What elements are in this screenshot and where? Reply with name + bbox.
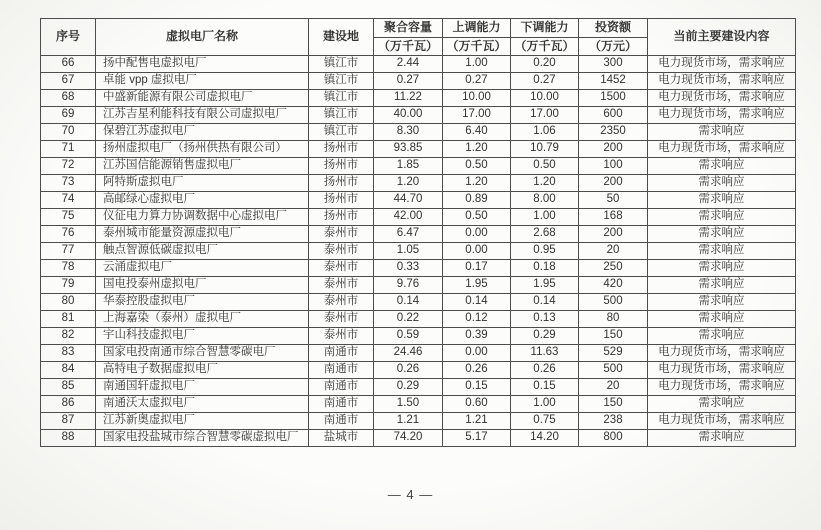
down-regulation: 0.13 — [511, 311, 579, 328]
plant-name: 仪征电力算力协调数据中心虚拟电厂 — [96, 209, 309, 226]
construction-content: 电力现货市场，需求响应 — [648, 362, 796, 379]
up-regulation: 1.21 — [443, 413, 511, 430]
plant-name: 泰州城市能量资源虚拟电厂 — [96, 226, 309, 243]
virtual-power-plant-table — [40, 18, 796, 447]
up-regulation: 17.00 — [443, 107, 511, 124]
up-regulation: 5.17 — [443, 430, 511, 447]
investment-amount: 200 — [579, 141, 648, 158]
investment-amount: 529 — [579, 345, 648, 362]
down-regulation: 0.29 — [511, 328, 579, 345]
plant-name: 江苏国信能源销售虚拟电厂 — [96, 158, 309, 175]
down-regulation: 1.00 — [511, 396, 579, 413]
up-regulation: 1.95 — [443, 277, 511, 294]
plant-name: 国家电投盐城市综合智慧零碳虚拟电厂 — [96, 430, 309, 447]
row-index: 69 — [41, 107, 96, 124]
aggregate-capacity: 1.50 — [374, 396, 443, 413]
construction-content: 需求响应 — [648, 277, 796, 294]
row-index: 75 — [41, 209, 96, 226]
aggregate-capacity: 1.05 — [374, 243, 443, 260]
plant-name: 宇山科技虚拟电厂 — [96, 328, 309, 345]
up-regulation: 0.89 — [443, 192, 511, 209]
location: 镇江市 — [309, 90, 374, 107]
row-index: 66 — [41, 56, 96, 73]
down-regulation: 11.63 — [511, 345, 579, 362]
down-regulation: 17.00 — [511, 107, 579, 124]
construction-content: 电力现货市场，需求响应 — [648, 345, 796, 362]
investment-amount: 100 — [579, 158, 648, 175]
row-index: 73 — [41, 175, 96, 192]
table-row — [41, 379, 796, 396]
row-index: 72 — [41, 158, 96, 175]
down-regulation: 1.00 — [511, 209, 579, 226]
aggregate-capacity: 40.00 — [374, 107, 443, 124]
up-regulation: 0.12 — [443, 311, 511, 328]
down-regulation: 1.95 — [511, 277, 579, 294]
plant-name: 触点智源低碳虚拟电厂 — [96, 243, 309, 260]
down-regulation: 10.00 — [511, 90, 579, 107]
row-index: 85 — [41, 379, 96, 396]
plant-name: 高邮绿心虚拟电厂 — [96, 192, 309, 209]
aggregate-capacity: 1.21 — [374, 413, 443, 430]
table-row — [41, 73, 796, 90]
row-index: 76 — [41, 226, 96, 243]
plant-name: 华泰控股虚拟电厂 — [96, 294, 309, 311]
plant-name: 云涌虚拟电厂 — [96, 260, 309, 277]
location: 扬州市 — [309, 192, 374, 209]
construction-content: 电力现货市场，需求响应 — [648, 141, 796, 158]
construction-content: 需求响应 — [648, 311, 796, 328]
header-up-capability: 上调能力 — [443, 19, 511, 38]
construction-content: 电力现货市场，需求响应 — [648, 107, 796, 124]
investment-amount: 420 — [579, 277, 648, 294]
down-regulation: 0.20 — [511, 56, 579, 73]
investment-amount: 300 — [579, 56, 648, 73]
construction-content: 需求响应 — [648, 294, 796, 311]
investment-amount: 20 — [579, 379, 648, 396]
investment-amount: 238 — [579, 413, 648, 430]
construction-content: 电力现货市场，需求响应 — [648, 73, 796, 90]
table-row — [41, 328, 796, 345]
header-up-unit: （万千瓦） — [443, 38, 511, 56]
header-investment-unit: （万元） — [579, 38, 648, 56]
down-regulation: 0.26 — [511, 362, 579, 379]
table-row — [41, 124, 796, 141]
location: 南通市 — [309, 413, 374, 430]
down-regulation: 2.68 — [511, 226, 579, 243]
investment-amount: 1452 — [579, 73, 648, 90]
investment-amount: 500 — [579, 362, 648, 379]
construction-content: 需求响应 — [648, 260, 796, 277]
header-investment: 投资额 — [579, 19, 648, 38]
plant-name: 南通国轩虚拟电厂 — [96, 379, 309, 396]
table-body — [41, 56, 796, 447]
table-row — [41, 192, 796, 209]
construction-content: 需求响应 — [648, 124, 796, 141]
aggregate-capacity: 0.33 — [374, 260, 443, 277]
header-capacity: 聚合容量 — [374, 19, 443, 38]
location: 南通市 — [309, 379, 374, 396]
aggregate-capacity: 11.22 — [374, 90, 443, 107]
investment-amount: 600 — [579, 107, 648, 124]
location: 南通市 — [309, 396, 374, 413]
aggregate-capacity: 0.22 — [374, 311, 443, 328]
investment-amount: 150 — [579, 396, 648, 413]
plant-name: 扬中配售电虚拟电厂 — [96, 56, 309, 73]
construction-content: 电力现货市场，需求响应 — [648, 56, 796, 73]
table-row — [41, 141, 796, 158]
construction-content: 需求响应 — [648, 158, 796, 175]
location: 泰州市 — [309, 328, 374, 345]
plant-name: 中盛新能源有限公司虚拟电厂 — [96, 90, 309, 107]
table-row — [41, 226, 796, 243]
investment-amount: 2350 — [579, 124, 648, 141]
down-regulation: 1.20 — [511, 175, 579, 192]
down-regulation: 14.20 — [511, 430, 579, 447]
table-row — [41, 362, 796, 379]
construction-content: 需求响应 — [648, 328, 796, 345]
row-index: 86 — [41, 396, 96, 413]
plant-name: 国家电投南通市综合智慧零碳电厂 — [96, 345, 309, 362]
plant-name: 南通沃太虚拟电厂 — [96, 396, 309, 413]
up-regulation: 6.40 — [443, 124, 511, 141]
investment-amount: 150 — [579, 328, 648, 345]
location: 盐城市 — [309, 430, 374, 447]
construction-content: 需求响应 — [648, 396, 796, 413]
up-regulation: 1.00 — [443, 56, 511, 73]
location: 扬州市 — [309, 209, 374, 226]
row-index: 68 — [41, 90, 96, 107]
aggregate-capacity: 6.47 — [374, 226, 443, 243]
plant-name: 江苏新奥虚拟电厂 — [96, 413, 309, 430]
investment-amount: 80 — [579, 311, 648, 328]
header-plant-name: 虚拟电厂名称 — [96, 19, 309, 56]
location: 扬州市 — [309, 175, 374, 192]
aggregate-capacity: 0.59 — [374, 328, 443, 345]
construction-content: 需求响应 — [648, 226, 796, 243]
table-row — [41, 396, 796, 413]
investment-amount: 20 — [579, 243, 648, 260]
up-regulation: 0.26 — [443, 362, 511, 379]
down-regulation: 0.18 — [511, 260, 579, 277]
table-row — [41, 90, 796, 107]
plant-name: 高特电子数据虚拟电厂 — [96, 362, 309, 379]
up-regulation: 1.20 — [443, 175, 511, 192]
up-regulation: 0.50 — [443, 209, 511, 226]
location: 泰州市 — [309, 311, 374, 328]
aggregate-capacity: 24.46 — [374, 345, 443, 362]
row-index: 67 — [41, 73, 96, 90]
construction-content: 电力现货市场，需求响应 — [648, 90, 796, 107]
down-regulation: 0.14 — [511, 294, 579, 311]
aggregate-capacity: 42.00 — [374, 209, 443, 226]
row-index: 80 — [41, 294, 96, 311]
location: 泰州市 — [309, 277, 374, 294]
location: 泰州市 — [309, 260, 374, 277]
aggregate-capacity: 0.14 — [374, 294, 443, 311]
row-index: 79 — [41, 277, 96, 294]
location: 扬州市 — [309, 158, 374, 175]
plant-name: 扬州虚拟电厂（扬州供热有限公司） — [96, 141, 309, 158]
up-regulation: 0.27 — [443, 73, 511, 90]
location: 镇江市 — [309, 73, 374, 90]
plant-name: 卓能 vpp 虚拟电厂 — [96, 73, 309, 90]
down-regulation: 0.50 — [511, 158, 579, 175]
down-regulation: 0.27 — [511, 73, 579, 90]
header-capacity-unit: （万千瓦） — [374, 38, 443, 56]
plant-name: 保碧江苏虚拟电厂 — [96, 124, 309, 141]
down-regulation: 0.15 — [511, 379, 579, 396]
page-number: — 4 — — [387, 487, 434, 502]
aggregate-capacity: 9.76 — [374, 277, 443, 294]
up-regulation: 0.39 — [443, 328, 511, 345]
investment-amount: 200 — [579, 226, 648, 243]
plant-name: 国电投泰州虚拟电厂 — [96, 277, 309, 294]
row-index: 82 — [41, 328, 96, 345]
construction-content: 电力现货市场，需求响应 — [648, 413, 796, 430]
up-regulation: 0.00 — [443, 226, 511, 243]
table-row — [41, 430, 796, 447]
table-row — [41, 277, 796, 294]
plant-name: 阿特斯虚拟电厂 — [96, 175, 309, 192]
up-regulation: 0.17 — [443, 260, 511, 277]
row-index: 83 — [41, 345, 96, 362]
construction-content: 需求响应 — [648, 430, 796, 447]
row-index: 84 — [41, 362, 96, 379]
location: 扬州市 — [309, 141, 374, 158]
aggregate-capacity: 0.26 — [374, 362, 443, 379]
investment-amount: 200 — [579, 175, 648, 192]
row-index: 70 — [41, 124, 96, 141]
table-row — [41, 175, 796, 192]
construction-content: 需求响应 — [648, 175, 796, 192]
down-regulation: 10.79 — [511, 141, 579, 158]
row-index: 81 — [41, 311, 96, 328]
aggregate-capacity: 0.29 — [374, 379, 443, 396]
header-construction-content: 当前主要建设内容 — [648, 19, 796, 56]
plant-name: 江苏吉星利能科技有限公司虚拟电厂 — [96, 107, 309, 124]
header-index: 序号 — [41, 19, 96, 56]
up-regulation: 0.14 — [443, 294, 511, 311]
location: 泰州市 — [309, 294, 374, 311]
investment-amount: 168 — [579, 209, 648, 226]
header-down-capability: 下调能力 — [511, 19, 579, 38]
investment-amount: 250 — [579, 260, 648, 277]
down-regulation: 1.06 — [511, 124, 579, 141]
investment-amount: 800 — [579, 430, 648, 447]
down-regulation: 0.95 — [511, 243, 579, 260]
table-row — [41, 56, 796, 73]
table-row — [41, 260, 796, 277]
header-location: 建设地 — [309, 19, 374, 56]
table-row — [41, 158, 796, 175]
location: 镇江市 — [309, 107, 374, 124]
construction-content: 需求响应 — [648, 209, 796, 226]
construction-content: 需求响应 — [648, 192, 796, 209]
up-regulation: 1.20 — [443, 141, 511, 158]
investment-amount: 1500 — [579, 90, 648, 107]
table-row — [41, 243, 796, 260]
row-index: 74 — [41, 192, 96, 209]
construction-content: 电力现货市场，需求响应 — [648, 379, 796, 396]
row-index: 78 — [41, 260, 96, 277]
investment-amount: 50 — [579, 192, 648, 209]
row-index: 87 — [41, 413, 96, 430]
up-regulation: 10.00 — [443, 90, 511, 107]
location: 南通市 — [309, 345, 374, 362]
up-regulation: 0.60 — [443, 396, 511, 413]
location: 泰州市 — [309, 226, 374, 243]
table-row — [41, 294, 796, 311]
up-regulation: 0.15 — [443, 379, 511, 396]
construction-content: 需求响应 — [648, 243, 796, 260]
row-index: 71 — [41, 141, 96, 158]
aggregate-capacity: 74.20 — [374, 430, 443, 447]
table-row — [41, 209, 796, 226]
aggregate-capacity: 44.70 — [374, 192, 443, 209]
up-regulation: 0.50 — [443, 158, 511, 175]
investment-amount: 500 — [579, 294, 648, 311]
down-regulation: 0.75 — [511, 413, 579, 430]
up-regulation: 0.00 — [443, 345, 511, 362]
down-regulation: 8.00 — [511, 192, 579, 209]
table-row — [41, 413, 796, 430]
table-header — [41, 19, 796, 56]
aggregate-capacity: 2.44 — [374, 56, 443, 73]
header-down-unit: （万千瓦） — [511, 38, 579, 56]
aggregate-capacity: 1.20 — [374, 175, 443, 192]
location: 镇江市 — [309, 56, 374, 73]
up-regulation: 0.00 — [443, 243, 511, 260]
aggregate-capacity: 0.27 — [374, 73, 443, 90]
row-index: 77 — [41, 243, 96, 260]
table-row — [41, 107, 796, 124]
table-row — [41, 345, 796, 362]
aggregate-capacity: 93.85 — [374, 141, 443, 158]
aggregate-capacity: 1.85 — [374, 158, 443, 175]
location: 泰州市 — [309, 243, 374, 260]
row-index: 88 — [41, 430, 96, 447]
aggregate-capacity: 8.30 — [374, 124, 443, 141]
location: 南通市 — [309, 362, 374, 379]
table-row — [41, 311, 796, 328]
plant-name: 上海嘉染（泰州）虚拟电厂 — [96, 311, 309, 328]
location: 镇江市 — [309, 124, 374, 141]
